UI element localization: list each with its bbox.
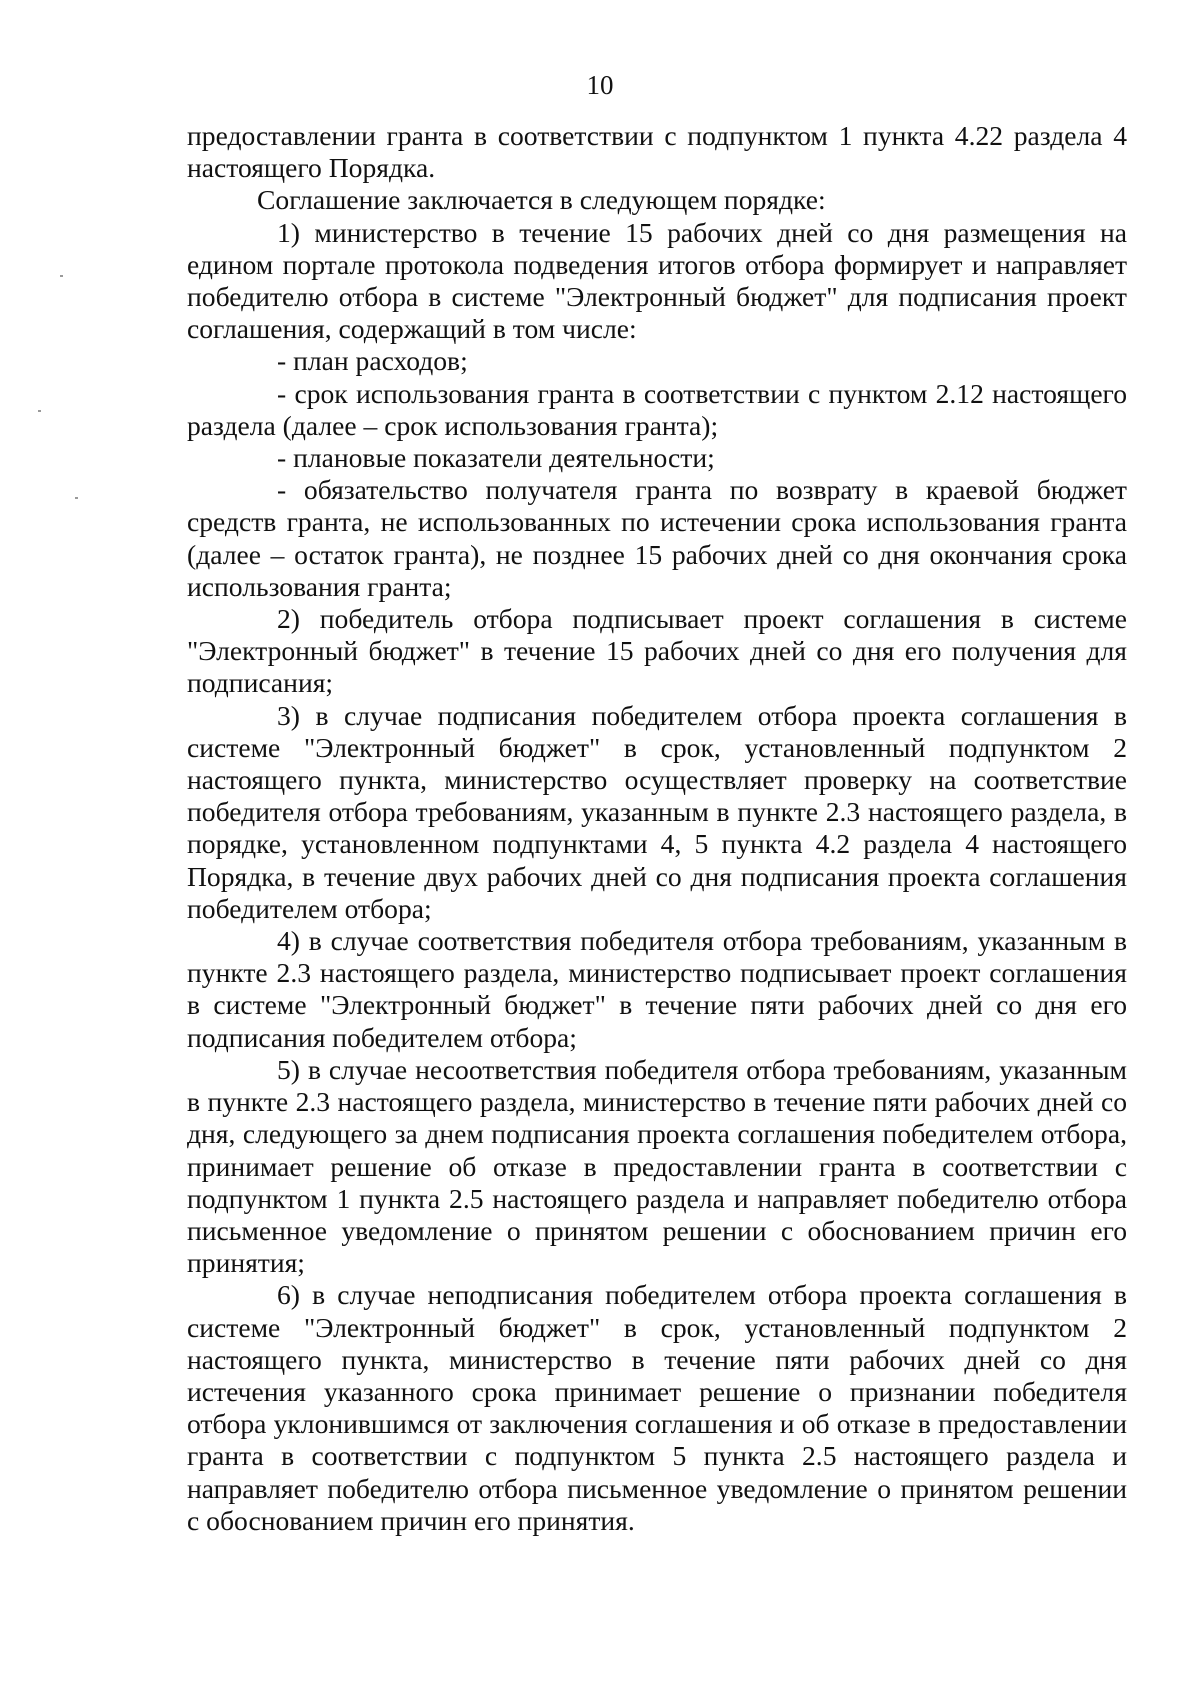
page-number: 10 bbox=[586, 70, 614, 100]
paragraph-item-2: 2) победитель отбора подписывает проект соглашения в системе "Электронный бюджет" в течение 15 рабочих дней со дня его получения для подписания; bbox=[187, 603, 1127, 699]
paragraph-item-5: 5) в случае несоответствия победителя отбора требованиям, указанным в пункте 2.3 настоящего раздела, министерство в течение пяти рабочих дней со дня, следующего за днем подписания проекта соглашения победителем отбора, принимает решение об отказе в предоставлении гранта в соответствии с подпунктом 1 пункта 2.5 настоящего раздела и направляет победителю отбора письменное уведомление о принятом решении с обоснованием причин его принятия; bbox=[187, 1053, 1127, 1279]
paragraph-agreement-intro: Соглашение заключается в следующем порядке: bbox=[257, 184, 826, 216]
paragraph-bullet-return-obligation: - обязательство получателя гранта по возврату в краевой бюджет средств гранта, не использованных по истечении срока использования гранта (далее – остаток гранта), не позднее 15 рабочих дней со дня окончания срока использования гранта; bbox=[187, 474, 1127, 602]
paragraph-item-6: 6) в случае неподписания победителем отбора проекта соглашения в системе "Электронный бюджет" в срок, установленный подпунктом 2 настоящего пункта, министерство в течение пяти рабочих дней со дня истечения указанного срока принимает решение о признании победителя отбора уклонившимся от заключения соглашения и об отказе в предоставлении гранта в соответствии с подпунктом 5 пункта 2.5 настоящего раздела и направляет победителю отбора письменное уведомление о принятом решении с обоснованием причин его принятия. bbox=[187, 1279, 1127, 1536]
paragraph-continuation: предоставлении гранта в соответствии с подпунктом 1 пункта 4.22 раздела 4 настоящего Порядка. bbox=[187, 120, 1127, 184]
scan-speck bbox=[38, 410, 41, 412]
scan-speck bbox=[75, 497, 78, 499]
paragraph-item-1: 1) министерство в течение 15 рабочих дней со дня размещения на едином портале протокола подведения итогов отбора формирует и направляет победителю отбора в системе "Электронный бюджет" для подписания проект соглашения, содержащий в том числе: bbox=[187, 216, 1127, 345]
paragraph-item-3: 3) в случае подписания победителем отбора проекта соглашения в системе "Электронный бюджет" в срок, установленный подпунктом 2 настоящего пункта, министерство осуществляет проверку на соответствие победителя отбора требованиям, указанным в пункте 2.3 настоящего раздела, в порядке, установленном подпунктами 4, 5 пункта 4.2 раздела 4 настоящего Порядка, в течение двух рабочих дней со дня подписания проекта соглашения победителем отбора; bbox=[187, 699, 1127, 924]
paragraph-bullet-planned-indicators: - плановые показатели деятельности; bbox=[277, 442, 715, 474]
paragraph-item-4: 4) в случае соответствия победителя отбора требованиям, указанным в пункте 2.3 настоящего раздела, министерство подписывает проект соглашения в системе "Электронный бюджет" в течение пяти рабочих дней со дня его подписания победителем отбора; bbox=[187, 925, 1127, 1053]
scan-speck bbox=[60, 275, 63, 277]
paragraph-bullet-expense-plan: - план расходов; bbox=[277, 345, 468, 377]
document-body bbox=[187, 120, 1127, 1537]
paragraph-bullet-grant-term: - срок использования гранта в соответствии с пунктом 2.12 настоящего раздела (далее – срок использования гранта); bbox=[187, 377, 1127, 441]
